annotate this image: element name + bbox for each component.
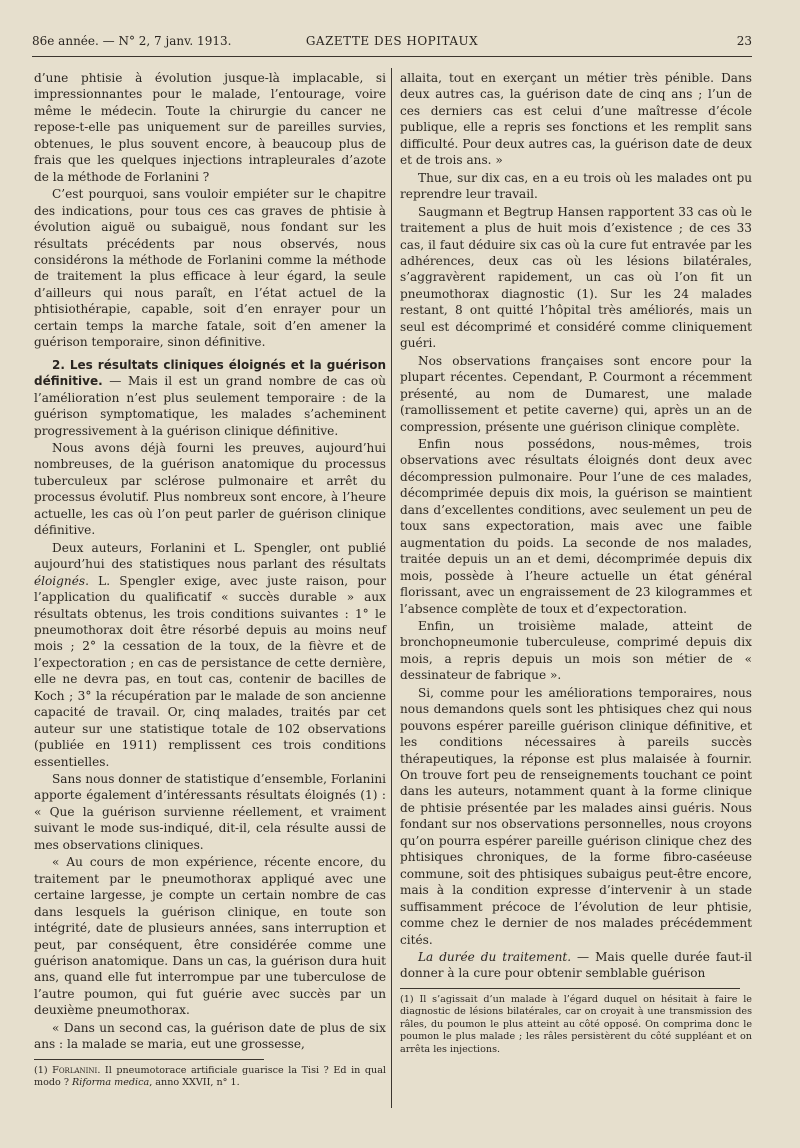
footnote-journal: Riforma medica [72, 1077, 150, 1089]
footnote-text: . Il pneumotorace artificiale guarisce la Tisi ? Ed in qual modo ? [34, 1064, 386, 1089]
paragraph: allaita, tout en exerçant un métier très pénible. Dans deux autres cas, la guérison date de cinq ans ; l’un de ces derniers cas est celui d’une maîtresse d’école publique, elle a repris ses fonctions et les remplit sans difficulté. Pour deux autres cas, la guérison date de deux et de trois ans. » [400, 71, 752, 168]
footnote-marker: (1) [34, 1064, 53, 1076]
paragraph: « Dans un second cas, la guérison date de plus de six ans : la malade se maria, eut une grossesse, [34, 1020, 386, 1052]
footnote-rule [34, 1059, 264, 1060]
paragraph: Nous avons déjà fourni les preuves, aujourd’hui nombreuses, de la guérison anatomique du processus tuberculeux par sclérose pulmonaire et arrêt du processus évolutif. Plus nombreux sont encore, à l’heure actuelle, les cas où l’on peut parler de guérison clinique définitive. [34, 440, 386, 538]
paragraph: Sans nous donner de statistique d’ensemble, Forlanini apporte également d’intéressants résultats éloignés (1) : « Que la guérison survienne réellement, et vraiment suivant le mode sus-indiqué, dit-il, cela résulte aussi de mes observations cliniques. [34, 772, 386, 852]
text-run: Deux auteurs, Forlanini et L. Spengler, ont publié aujourd’hui des statistiques nous parlant des résultats [34, 540, 386, 572]
paragraph: C’est pourquoi, sans vouloir empiéter sur le chapitre des indications, pour tous ces cas graves de phtisie à évolution aiguë ou subaiguë, nous fondant sur les résultats précédents par nous observés, nous considérons la méthode de Forlanini comme la méthode de traitement la plus efficace à leur égard, la seule d’ailleurs qui nous paraît, en l’état actuel de la phtisiothérapie, capable, soit d’en enrayer pour un certain temps la marche fatale, soit d’en amener la guérison temporaire, sinon définitive. [34, 187, 386, 350]
paragraph [34, 540, 386, 770]
page-number: 23 [736, 34, 752, 48]
issue-info: 86e année. — N° 2, 7 janv. 1913. [32, 34, 232, 48]
paragraph [400, 949, 752, 982]
text-run: — Mais quelle durée faut-il donner à la cure pour obtenir semblable guérison [400, 950, 752, 981]
section-heading: 2. Les résultats cliniques éloignés et la guérison définitive. [34, 357, 386, 389]
subsection-heading: La durée du traitement. [418, 950, 572, 965]
paragraph: Thue, sur dix cas, en a eu trois où les malades ont pu reprendre leur travail. [400, 170, 752, 202]
paragraph: Saugmann et Begtrup Hansen rapportent 33 cas où le traitement a plus de huit mois d’existence ; de ces 33 cas, il faut déduire six cas où la cure fut entravée par les adhérences, deux cas où les lésions bilatérales, s’aggravèrent rapidement, un cas où l’on fit un pneumothorax diagnostic (1). Sur les 24 malades restant, 8 ont quitté l’hôpital très améliorés, mais un seul est décomprimé et considéré comme cliniquement guéri. [400, 204, 752, 351]
emphasis: éloignés [34, 573, 86, 588]
section-paragraph [34, 357, 386, 439]
paragraph: Si, comme pour les améliorations temporaires, nous nous demandons quels sont les phtisiques chez qui nous pouvons espérer pareille guérison clinique définitive, et les conditions nécessaires à pareils succès thérapeutiques, la réponse est plus malaisée à fournir. On trouve fort peu de renseignements touchant ce point dans les auteurs, notamment quant à la forme clinique de phtisie présentée par les malades ainsi guéris. Nous fondant sur nos observations personnelles, nous croyons qu’on pourra espérer pareille guérison clinique chez des phtisiques chroniques, de la forme fibro-caséeuse commune, soit des phtisiques subaigus peut-être encore, mais à la condition expresse d’intervenir à un stade suffisamment précoce de l’évolution de leur phtisie, comme chez le dernier de nos malades précédemment cités. [400, 685, 752, 947]
journal-title: GAZETTE DES HOPITAUX [305, 34, 479, 48]
paragraph: Nos observations françaises sont encore pour la plupart récentes. Cependant, P. Courmont a récemment présenté, au nom de Dumarest, une malade (ramollissement et petite caverne) qui, après un an de compression, présente une guérison clinique complète. [400, 353, 752, 434]
text-run: . L. Spengler exige, avec juste raison, pour l’application du qualificatif « succès durable » aux résultats obtenus, les trois conditions suivantes : 1° le pneumothorax doit être résorbé depuis au moins neuf mois ; 2° la cessation de la toux, de la fièvre et de l’expectoration ; en cas de persistance de cette dernière, elle ne devra pas, en tout cas, contenir de bacilles de Koch ; 3° la récupération par le malade de son ancienne capacité de travail. Or, cinq malades, traités par cet auteur sur une statistique totale de 102 observations (publiée en 1911) remplissent ces trois conditions essentielles. [34, 573, 386, 769]
paragraph: d’une phtisie à évolution jusque-là implacable, si impressionnantes pour le malade, l’entourage, voire même le médecin. Toute la chirurgie du cancer ne repose-t-elle pas uniquement sur de pareilles survies, obtenues, le plus souvent encore, à beaucoup plus de frais que les quelques injections intrapleurales d’azote de la méthode de Forlanini ? [34, 71, 386, 184]
paragraph: « Au cours de mon expérience, récente encore, du traitement par le pneumothorax appliqué avec une certaine largesse, je compte un certain nombre de cas dans lesquels la guérison clinique, en toute son intégrité, date de plusieurs années, sans interruption et peut, par conséquent, être considérée comme une guérison anatomique. Dans un cas, la guérison dura huit ans, quand elle fut interrompue par une tuberculose de l’autre poumon, qui fut guérie avec succès par un deuxième pneumothorax. [34, 855, 386, 1018]
footnote-text: , anno XXVII, n° 1. [149, 1077, 240, 1089]
paragraph: Enfin, un troisième malade, atteint de bronchopneumonie tuberculeuse, comprimé depuis dix mois, a repris depuis un mois son métier de « dessinateur de fabrique ». [400, 618, 752, 683]
right-column [400, 70, 752, 1056]
footnote [34, 1065, 386, 1090]
footnote-rule [400, 988, 740, 989]
left-column [34, 70, 386, 1090]
footnote: (1) Il s’agissait d’un malade à l’égard duquel on hésitait à faire le diagnostic de lésions bilatérales, car on croyait à une transmission des râles, du poumon le plus atteint au côté opposé. On comprima donc le poumon le plus malade ; les râles persistèrent du côté suppléant et on arrêta les injections. [400, 993, 752, 1055]
column-divider [391, 68, 392, 1108]
section-text: — Mais il est un grand nombre de cas où l’amélioration n’est plus seulement temporaire : de la guérison symptomatique, les malades s’acheminent progressivement à la guérison clinique définitive. [34, 374, 386, 438]
footnote-author: Forlanini [52, 1064, 98, 1076]
header-rule [32, 56, 752, 57]
paragraph: Enfin nous possédons, nous-mêmes, trois observations avec résultats éloignés dont deux avec décompression pulmonaire. Pour l’une de ces malades, décomprimée depuis dix mois, la guérison se maintient dans d’excellentes conditions, avec seulement un peu de toux sans expectoration, mais avec une faible augmentation du poids. La seconde de nos malades, traitée depuis un an et demi, décomprimée depuis dix mois, possède à l’heure actuelle un état général florissant, avec un engraissement de 23 kilogrammes et l’absence complète de toux et d’expectoration. [400, 436, 752, 616]
